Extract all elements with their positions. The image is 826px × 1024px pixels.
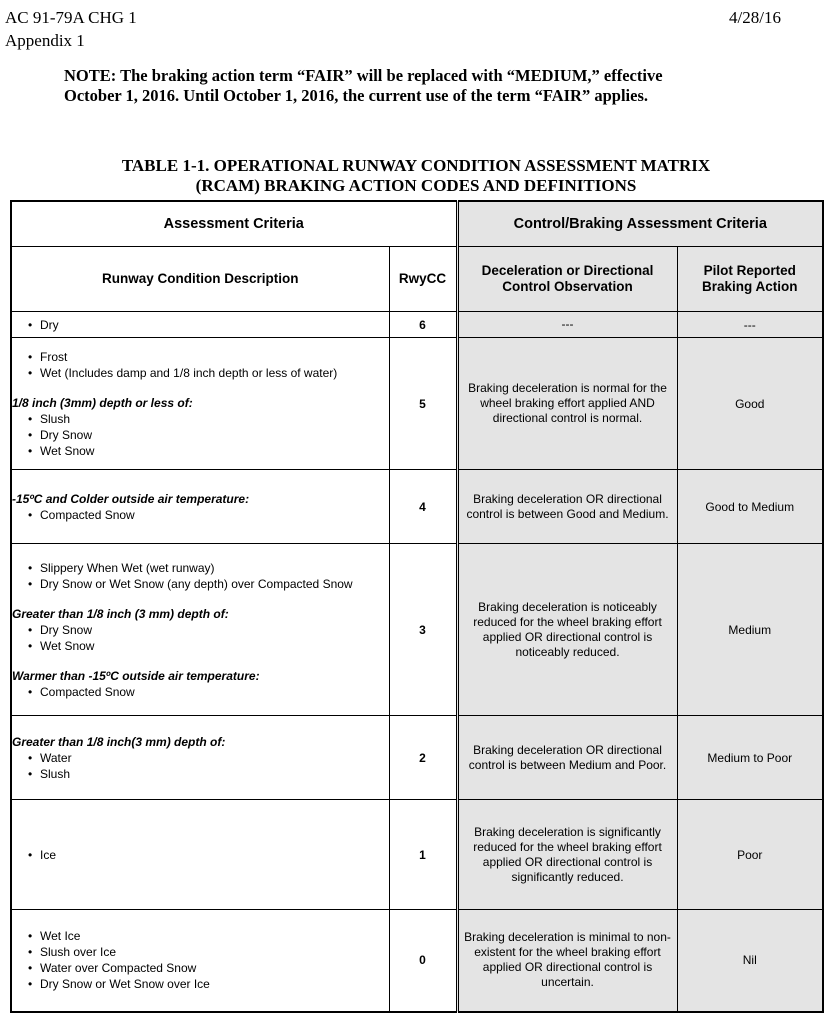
deceleration-observation: Braking deceleration is significantly reduced for the wheel braking effort applied OR directional control is significantly reduced.: [457, 800, 677, 910]
rcam-row-4: [11, 470, 823, 544]
condition-heading: Greater than 1/8 inch (3 mm) depth of:: [12, 606, 229, 621]
condition-list: [12, 317, 389, 333]
condition-group: [12, 847, 389, 863]
pilot-reported-braking-action: Nil: [677, 910, 823, 1012]
runway-condition-description: [11, 716, 389, 800]
assessment-criteria-header: Assessment Criteria: [11, 201, 457, 247]
condition-list: [12, 560, 389, 592]
deceleration-observation: Braking deceleration is minimal to non-existent for the wheel braking effort applied OR directional control is uncertain.: [457, 910, 677, 1012]
condition-item: • Dry: [40, 317, 389, 333]
braking-term-note: NOTE: The braking action term “FAIR” will be replaced with “MEDIUM,” effective October 1, 2016. Until October 1, 2016, the current use of the term “FAIR” applies.: [64, 66, 663, 105]
rcam-row-3: [11, 544, 823, 716]
condition-item: • Dry Snow or Wet Snow over Ice: [40, 976, 389, 992]
condition-heading: Warmer than -15ºC outside air temperature:: [12, 668, 260, 683]
condition-group: [12, 560, 389, 592]
condition-group: [12, 734, 389, 782]
deceleration-observation-header: Deceleration or Directional Control Observation: [457, 247, 677, 312]
pilot-reported-braking-action: Medium to Poor: [677, 716, 823, 800]
condition-item: • Wet (Includes damp and 1/8 inch depth or less of water): [40, 365, 389, 381]
deceleration-observation: Braking deceleration is noticeably reduced for the wheel braking effort applied OR directional control is noticeably reduced.: [457, 544, 677, 716]
condition-item: • Dry Snow: [40, 622, 389, 638]
rwycc-value: 4: [389, 470, 457, 544]
rcam-table-body: [11, 312, 823, 1012]
deceleration-observation: Braking deceleration OR directional control is between Good and Medium.: [457, 470, 677, 544]
runway-condition-description-header: Runway Condition Description: [11, 247, 389, 312]
condition-item: • Slippery When Wet (wet runway): [40, 560, 389, 576]
document-id: AC 91-79A CHG 1: [5, 8, 137, 27]
pilot-reported-braking-header: Pilot Reported Braking Action: [677, 247, 823, 312]
condition-item: • Dry Snow: [40, 427, 389, 443]
condition-item: • Dry Snow or Wet Snow (any depth) over Compacted Snow: [40, 576, 389, 592]
condition-list: [12, 349, 389, 381]
condition-item: • Wet Snow: [40, 638, 389, 654]
rcam-row-6: [11, 312, 823, 338]
rcam-row-0: [11, 910, 823, 1012]
condition-item: • Wet Snow: [40, 443, 389, 459]
condition-item: • Frost: [40, 349, 389, 365]
condition-item: • Slush: [40, 411, 389, 427]
condition-list: [12, 847, 389, 863]
runway-condition-description: [11, 800, 389, 910]
condition-item: • Ice: [40, 847, 389, 863]
condition-group: [12, 349, 389, 381]
condition-list: [12, 750, 389, 782]
condition-list: [12, 684, 389, 700]
control-braking-criteria-header: Control/Braking Assessment Criteria: [457, 201, 823, 247]
runway-condition-description: [11, 312, 389, 338]
condition-item: • Water: [40, 750, 389, 766]
condition-group: [12, 317, 389, 333]
rwycc-value: 3: [389, 544, 457, 716]
condition-item: • Wet Ice: [40, 928, 389, 944]
pilot-reported-braking-action: Poor: [677, 800, 823, 910]
condition-group: [12, 928, 389, 992]
rwycc-value: 2: [389, 716, 457, 800]
condition-heading: 1/8 inch (3mm) depth or less of:: [12, 395, 193, 410]
condition-list: [12, 411, 389, 459]
condition-group: [12, 606, 389, 654]
rwycc-value: 0: [389, 910, 457, 1012]
pilot-reported-braking-action: Good to Medium: [677, 470, 823, 544]
condition-item: • Water over Compacted Snow: [40, 960, 389, 976]
pilot-reported-braking-action: ---: [677, 312, 823, 338]
rwycc-value: 6: [389, 312, 457, 338]
deceleration-observation: Braking deceleration OR directional control is between Medium and Poor.: [457, 716, 677, 800]
rwycc-value: 5: [389, 338, 457, 470]
deceleration-observation: ---: [457, 312, 677, 338]
deceleration-observation: Braking deceleration is normal for the wheel braking effort applied AND directional control is normal.: [457, 338, 677, 470]
table-title-line-2: (RCAM) BRAKING ACTION CODES AND DEFINITIONS: [195, 176, 637, 195]
appendix-label: Appendix 1: [5, 31, 85, 50]
pilot-reported-braking-action: Good: [677, 338, 823, 470]
runway-condition-description: [11, 544, 389, 716]
condition-list: [12, 622, 389, 654]
document-date: 4/28/16: [729, 8, 781, 27]
condition-item: • Slush over Ice: [40, 944, 389, 960]
rwycc-header: RwyCC: [389, 247, 457, 312]
rcam-table: [10, 200, 824, 1013]
table-title-line-1: TABLE 1-1. OPERATIONAL RUNWAY CONDITION ASSESSMENT MATRIX: [121, 156, 711, 175]
runway-condition-description: [11, 470, 389, 544]
condition-group: [12, 491, 389, 523]
runway-condition-description: [11, 338, 389, 470]
condition-group: [12, 668, 389, 700]
rwycc-value: 1: [389, 800, 457, 910]
runway-condition-description: [11, 910, 389, 1012]
condition-heading: Greater than 1/8 inch(3 mm) depth of:: [12, 734, 226, 749]
pilot-reported-braking-action: Medium: [677, 544, 823, 716]
rcam-row-5: [11, 338, 823, 470]
condition-item: • Compacted Snow: [40, 684, 389, 700]
condition-heading: -15ºC and Colder outside air temperature:: [12, 491, 250, 506]
rcam-row-2: [11, 716, 823, 800]
condition-list: [12, 507, 389, 523]
condition-item: • Compacted Snow: [40, 507, 389, 523]
condition-group: [12, 395, 389, 459]
rcam-row-1: [11, 800, 823, 910]
condition-list: [12, 928, 389, 992]
table-title: [10, 156, 822, 196]
condition-item: • Slush: [40, 766, 389, 782]
